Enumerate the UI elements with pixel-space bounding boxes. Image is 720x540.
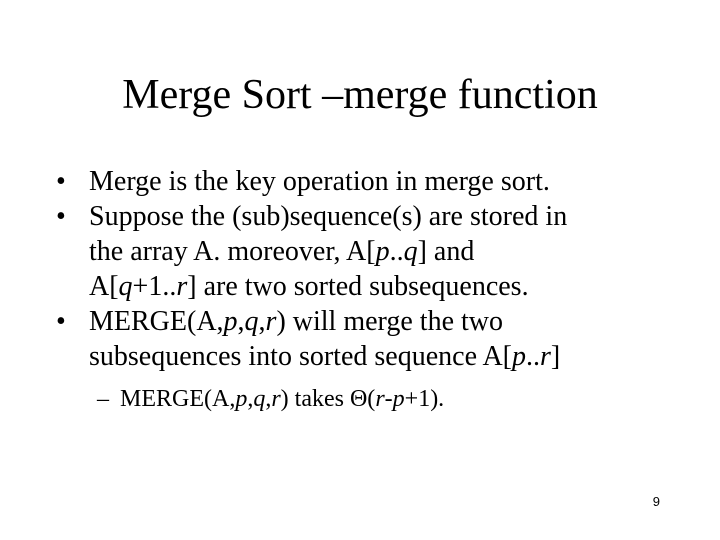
bullet-text-line: Merge is the key operation in merge sort.	[89, 166, 550, 197]
bullet-marker: •	[56, 166, 66, 197]
sub-bullet-item	[52, 384, 692, 414]
bullet-text-line: Suppose the (sub)sequence(s) are stored in	[89, 201, 568, 232]
bullet-marker: •	[56, 201, 66, 232]
sub-bullet-text: MERGE(A,p,q,r) takes Θ(r-p+1).	[120, 386, 445, 412]
sub-bullet-marker: –	[97, 386, 109, 412]
bullet-list	[52, 164, 692, 414]
page-number: 9	[652, 494, 660, 509]
bullet-text-line: A[q+1..r] are two sorted subsequences.	[89, 271, 529, 302]
bullet-item	[52, 304, 692, 374]
bullet-text-line: subsequences into sorted sequence A[p..r]	[89, 341, 561, 372]
bullet-text-line: the array A. moreover, A[p..q] and	[89, 236, 475, 267]
bullet-item	[52, 164, 692, 199]
bullet-item	[52, 199, 692, 304]
bullet-marker: •	[56, 306, 66, 337]
slide-title: Merge Sort –merge function	[122, 72, 598, 118]
bullet-text-line: MERGE(A,p,q,r) will merge the two	[89, 306, 503, 337]
